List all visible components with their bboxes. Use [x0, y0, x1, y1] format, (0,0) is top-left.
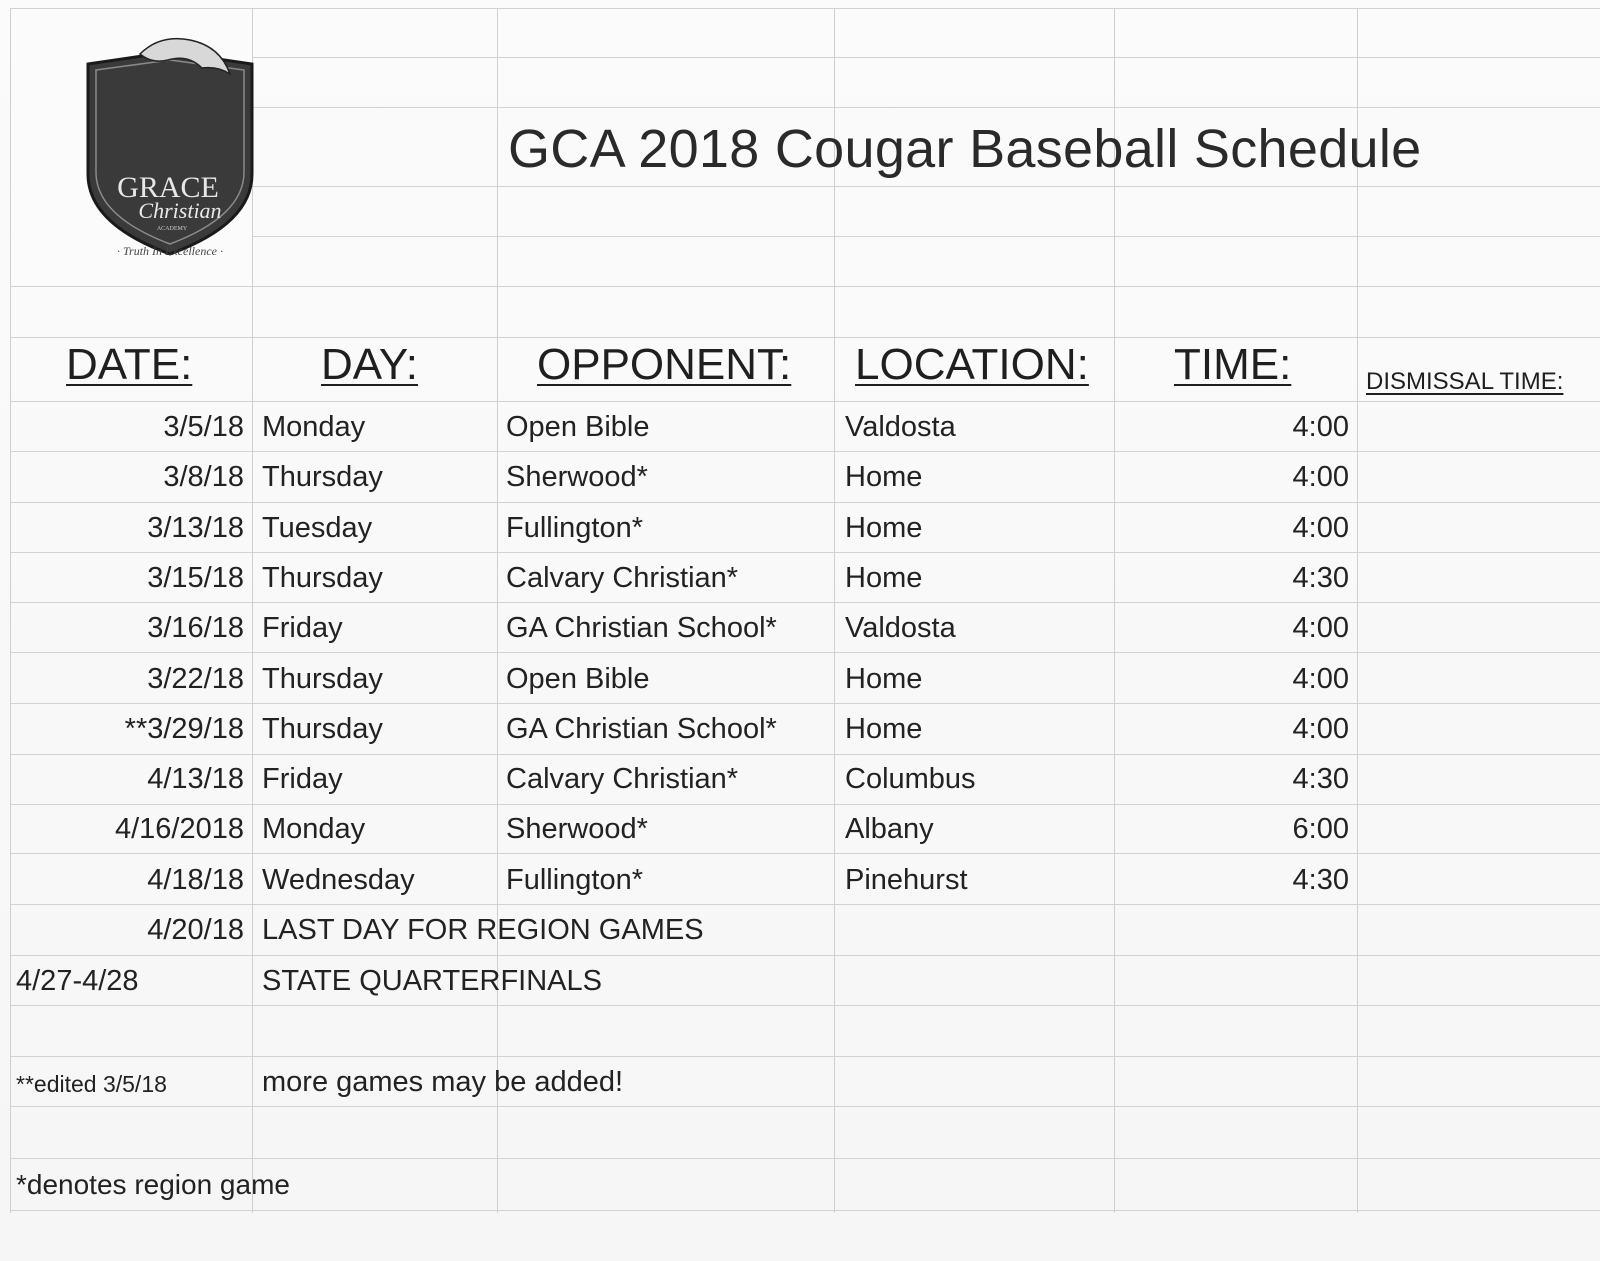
- grid-row-line: [10, 703, 1600, 704]
- game-date: 4/13/18: [147, 763, 244, 795]
- game-day: Thursday: [262, 461, 383, 493]
- logo-school-sub: Christian: [138, 198, 222, 223]
- game-time: 4:00: [1292, 713, 1349, 745]
- game-day: Thursday: [262, 562, 383, 594]
- game-opponent: Calvary Christian*: [506, 763, 739, 795]
- logo-tagline: · Truth In Excellence ·: [117, 244, 223, 258]
- page-title: GCA 2018 Cougar Baseball Schedule: [508, 119, 1422, 179]
- game-day: Wednesday: [262, 864, 415, 896]
- grid-row-line: [10, 652, 1600, 653]
- game-location: Home: [845, 512, 923, 544]
- region-game-note: *denotes region game: [16, 1169, 290, 1200]
- more-games-note: more games may be added!: [262, 1066, 624, 1098]
- header-dismissal-time: DISMISSAL TIME:: [1366, 368, 1564, 395]
- grid-row-line: [10, 286, 1600, 287]
- grid-row-line: [10, 804, 1600, 805]
- game-time: 4:00: [1292, 512, 1349, 544]
- game-date: 4/18/18: [147, 864, 244, 896]
- grid-row-line: [10, 904, 1600, 905]
- game-location: Home: [845, 461, 923, 493]
- grid-row-line: [10, 1106, 1600, 1107]
- game-opponent: Fullington*: [506, 512, 644, 544]
- grid-column-line: [834, 8, 835, 1213]
- game-date: 3/8/18: [163, 461, 244, 493]
- game-location: Home: [845, 663, 923, 695]
- edited-note: **edited 3/5/18: [16, 1071, 167, 1097]
- game-date: 3/22/18: [147, 663, 244, 695]
- game-opponent: Sherwood*: [506, 813, 648, 845]
- grid-row-line: [10, 754, 1600, 755]
- game-location: Valdosta: [845, 612, 956, 644]
- logo-school-academy: ACADEMY: [156, 226, 188, 232]
- game-time: 4:00: [1292, 411, 1349, 443]
- game-opponent: Fullington*: [506, 864, 644, 896]
- header-location: LOCATION:: [855, 340, 1089, 389]
- logo-school-name: GRACE: [117, 171, 219, 204]
- game-location: Home: [845, 713, 923, 745]
- game-time: 4:00: [1292, 612, 1349, 644]
- game-date: 3/15/18: [147, 562, 244, 594]
- header-date: DATE:: [66, 340, 193, 389]
- game-location: Albany: [845, 813, 934, 845]
- game-time: 4:30: [1292, 763, 1349, 795]
- region-end-date: 4/20/18: [147, 914, 244, 946]
- state-text: STATE QUARTERFINALS: [262, 965, 602, 997]
- game-date: 3/5/18: [163, 411, 244, 443]
- game-time: 4:00: [1292, 663, 1349, 695]
- game-day: Tuesday: [262, 512, 373, 544]
- game-date: 3/13/18: [147, 512, 244, 544]
- game-day: Monday: [262, 411, 366, 443]
- game-day: Friday: [262, 763, 343, 795]
- game-opponent: Open Bible: [506, 411, 650, 443]
- game-time: 4:30: [1292, 562, 1349, 594]
- grid-row-line: [10, 1005, 1600, 1006]
- grid-row-line: [10, 451, 1600, 452]
- game-day: Thursday: [262, 713, 383, 745]
- game-date: 4/16/2018: [114, 813, 244, 845]
- game-location: Home: [845, 562, 923, 594]
- game-day: Friday: [262, 612, 343, 644]
- game-opponent: Calvary Christian*: [506, 562, 739, 594]
- grid-row-line: [10, 1210, 1600, 1211]
- header-opponent: OPPONENT:: [537, 340, 792, 389]
- game-opponent: GA Christian School*: [506, 612, 777, 644]
- grid-row-line: [10, 337, 1600, 338]
- grid-row-line: [10, 502, 1600, 503]
- grace-christian-logo: [80, 34, 260, 274]
- grid-row-line: [10, 552, 1600, 553]
- game-opponent: Sherwood*: [506, 461, 648, 493]
- grid-column-line: [1357, 8, 1358, 1213]
- game-day: Monday: [262, 813, 366, 845]
- state-date: 4/27-4/28: [16, 965, 139, 997]
- grid-row-line: [10, 401, 1600, 402]
- game-opponent: Open Bible: [506, 663, 650, 695]
- game-location: Columbus: [845, 763, 976, 795]
- header-day: DAY:: [321, 340, 419, 389]
- grid-row-line: [10, 853, 1600, 854]
- game-day: Thursday: [262, 663, 383, 695]
- header-time: TIME:: [1174, 340, 1292, 389]
- game-location: Pinehurst: [845, 864, 968, 896]
- grid-column-line: [497, 8, 498, 1213]
- game-time: 6:00: [1292, 813, 1349, 845]
- game-date: **3/29/18: [124, 713, 244, 745]
- game-time: 4:30: [1292, 864, 1349, 896]
- game-time: 4:00: [1292, 461, 1349, 493]
- grid-row-line: [10, 955, 1600, 956]
- grid-row-line: [10, 1158, 1600, 1159]
- game-location: Valdosta: [845, 411, 956, 443]
- game-date: 3/16/18: [147, 612, 244, 644]
- game-opponent: GA Christian School*: [506, 713, 777, 745]
- grid-row-line: [10, 602, 1600, 603]
- region-end-text: LAST DAY FOR REGION GAMES: [262, 914, 704, 946]
- grid-row-line: [10, 1056, 1600, 1057]
